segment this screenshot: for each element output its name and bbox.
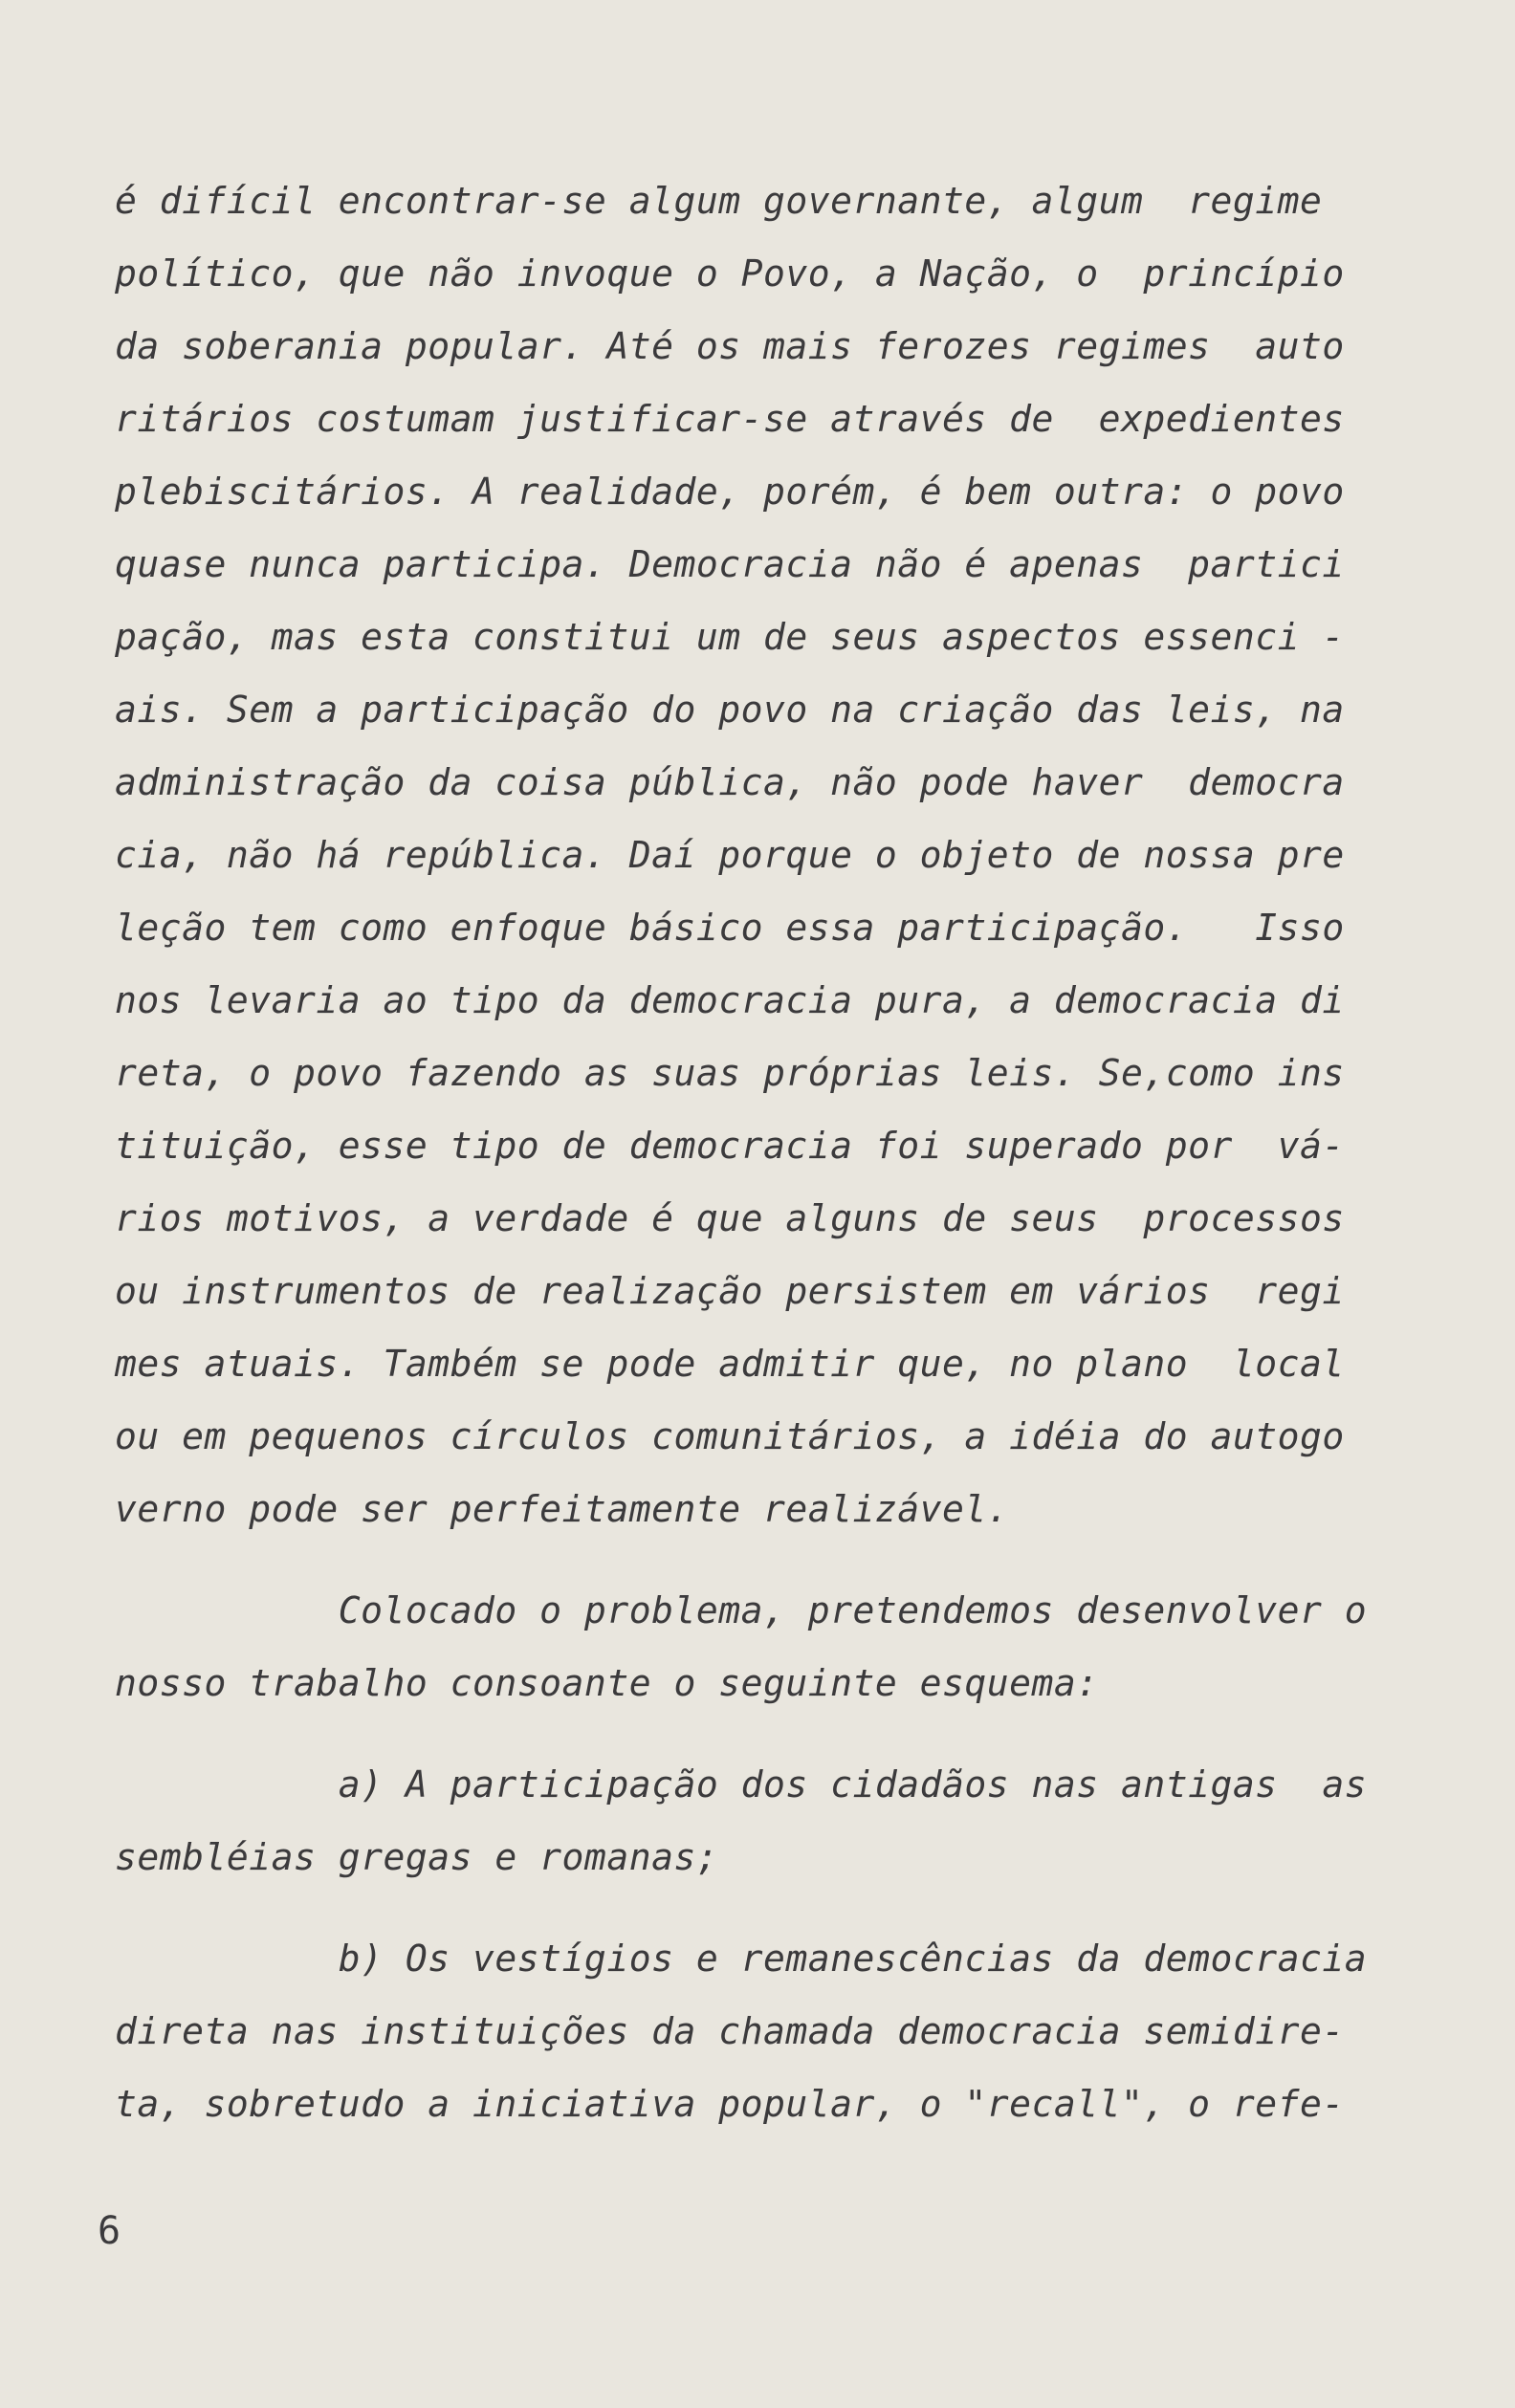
paragraph-gap <box>115 1894 1454 1922</box>
text-line: é difícil encontrar-se algum governante, algum regime <box>115 180 1323 222</box>
text-line: ou em pequenos círculos comunitários, a idéia do autogo <box>115 1415 1345 1457</box>
text-line: ritários costumam justificar-se através de expedientes <box>115 398 1345 440</box>
text-line: nos levaria ao tipo da democracia pura, a democracia di <box>115 979 1345 1021</box>
text-line: leção tem como enfoque básico essa participação. Isso <box>115 907 1345 949</box>
text-line: nosso trabalho consoante o seguinte esquema: <box>115 1662 1099 1704</box>
text-line: plebiscitários. A realidade, porém, é bem outra: o povo <box>115 471 1345 513</box>
paragraph-4 <box>115 1922 1454 2140</box>
paragraph-gap <box>115 1719 1454 1748</box>
text-line: tituição, esse tipo de democracia foi superado por vá- <box>115 1125 1345 1167</box>
text-line: da soberania popular. Até os mais ferozes regimes auto <box>115 325 1345 367</box>
text-line: quase nunca participa. Democracia não é apenas partici <box>115 543 1345 585</box>
text-line: rios motivos, a verdade é que alguns de seus processos <box>115 1197 1345 1239</box>
text-line: político, que não invoque o Povo, a Nação, o princípio <box>115 252 1345 295</box>
text-line: ou instrumentos de realização persistem em vários regi <box>115 1270 1345 1312</box>
text-line: cia, não há república. Daí porque o objeto de nossa pre <box>115 834 1345 876</box>
text-line: reta, o povo fazendo as suas próprias leis. Se,como ins <box>115 1052 1345 1094</box>
text-line: ais. Sem a participação do povo na criação das leis, na <box>115 689 1345 731</box>
text-line: ta, sobretudo a iniciativa popular, o "recall", o refe- <box>115 2083 1345 2125</box>
text-line: sembléias gregas e romanas; <box>115 1836 719 1878</box>
paragraph-1 <box>115 164 1454 1545</box>
text-line: direta nas instituições da chamada democracia semidire- <box>115 2010 1345 2052</box>
text-line: Colocado o problema, pretendemos desenvolver o <box>115 1589 1368 1631</box>
text-line: administração da coisa pública, não pode haver democra <box>115 761 1345 803</box>
text-line: a) A participação dos cidadãos nas antigas as <box>115 1763 1368 1806</box>
text-line: mes atuais. Também se pode admitir que, no plano local <box>115 1343 1345 1385</box>
page-number: 6 <box>98 2209 121 2253</box>
text-line: verno pode ser perfeitamente realizável. <box>115 1488 1010 1530</box>
text-line: b) Os vestígios e remanescências da democracia <box>115 1937 1368 1980</box>
text-line: pação, mas esta constitui um de seus aspectos essenci - <box>115 616 1345 658</box>
paragraph-2 <box>115 1574 1454 1719</box>
paragraph-gap <box>115 1545 1454 1574</box>
paragraph-3 <box>115 1748 1454 1894</box>
body-text <box>115 164 1454 2140</box>
